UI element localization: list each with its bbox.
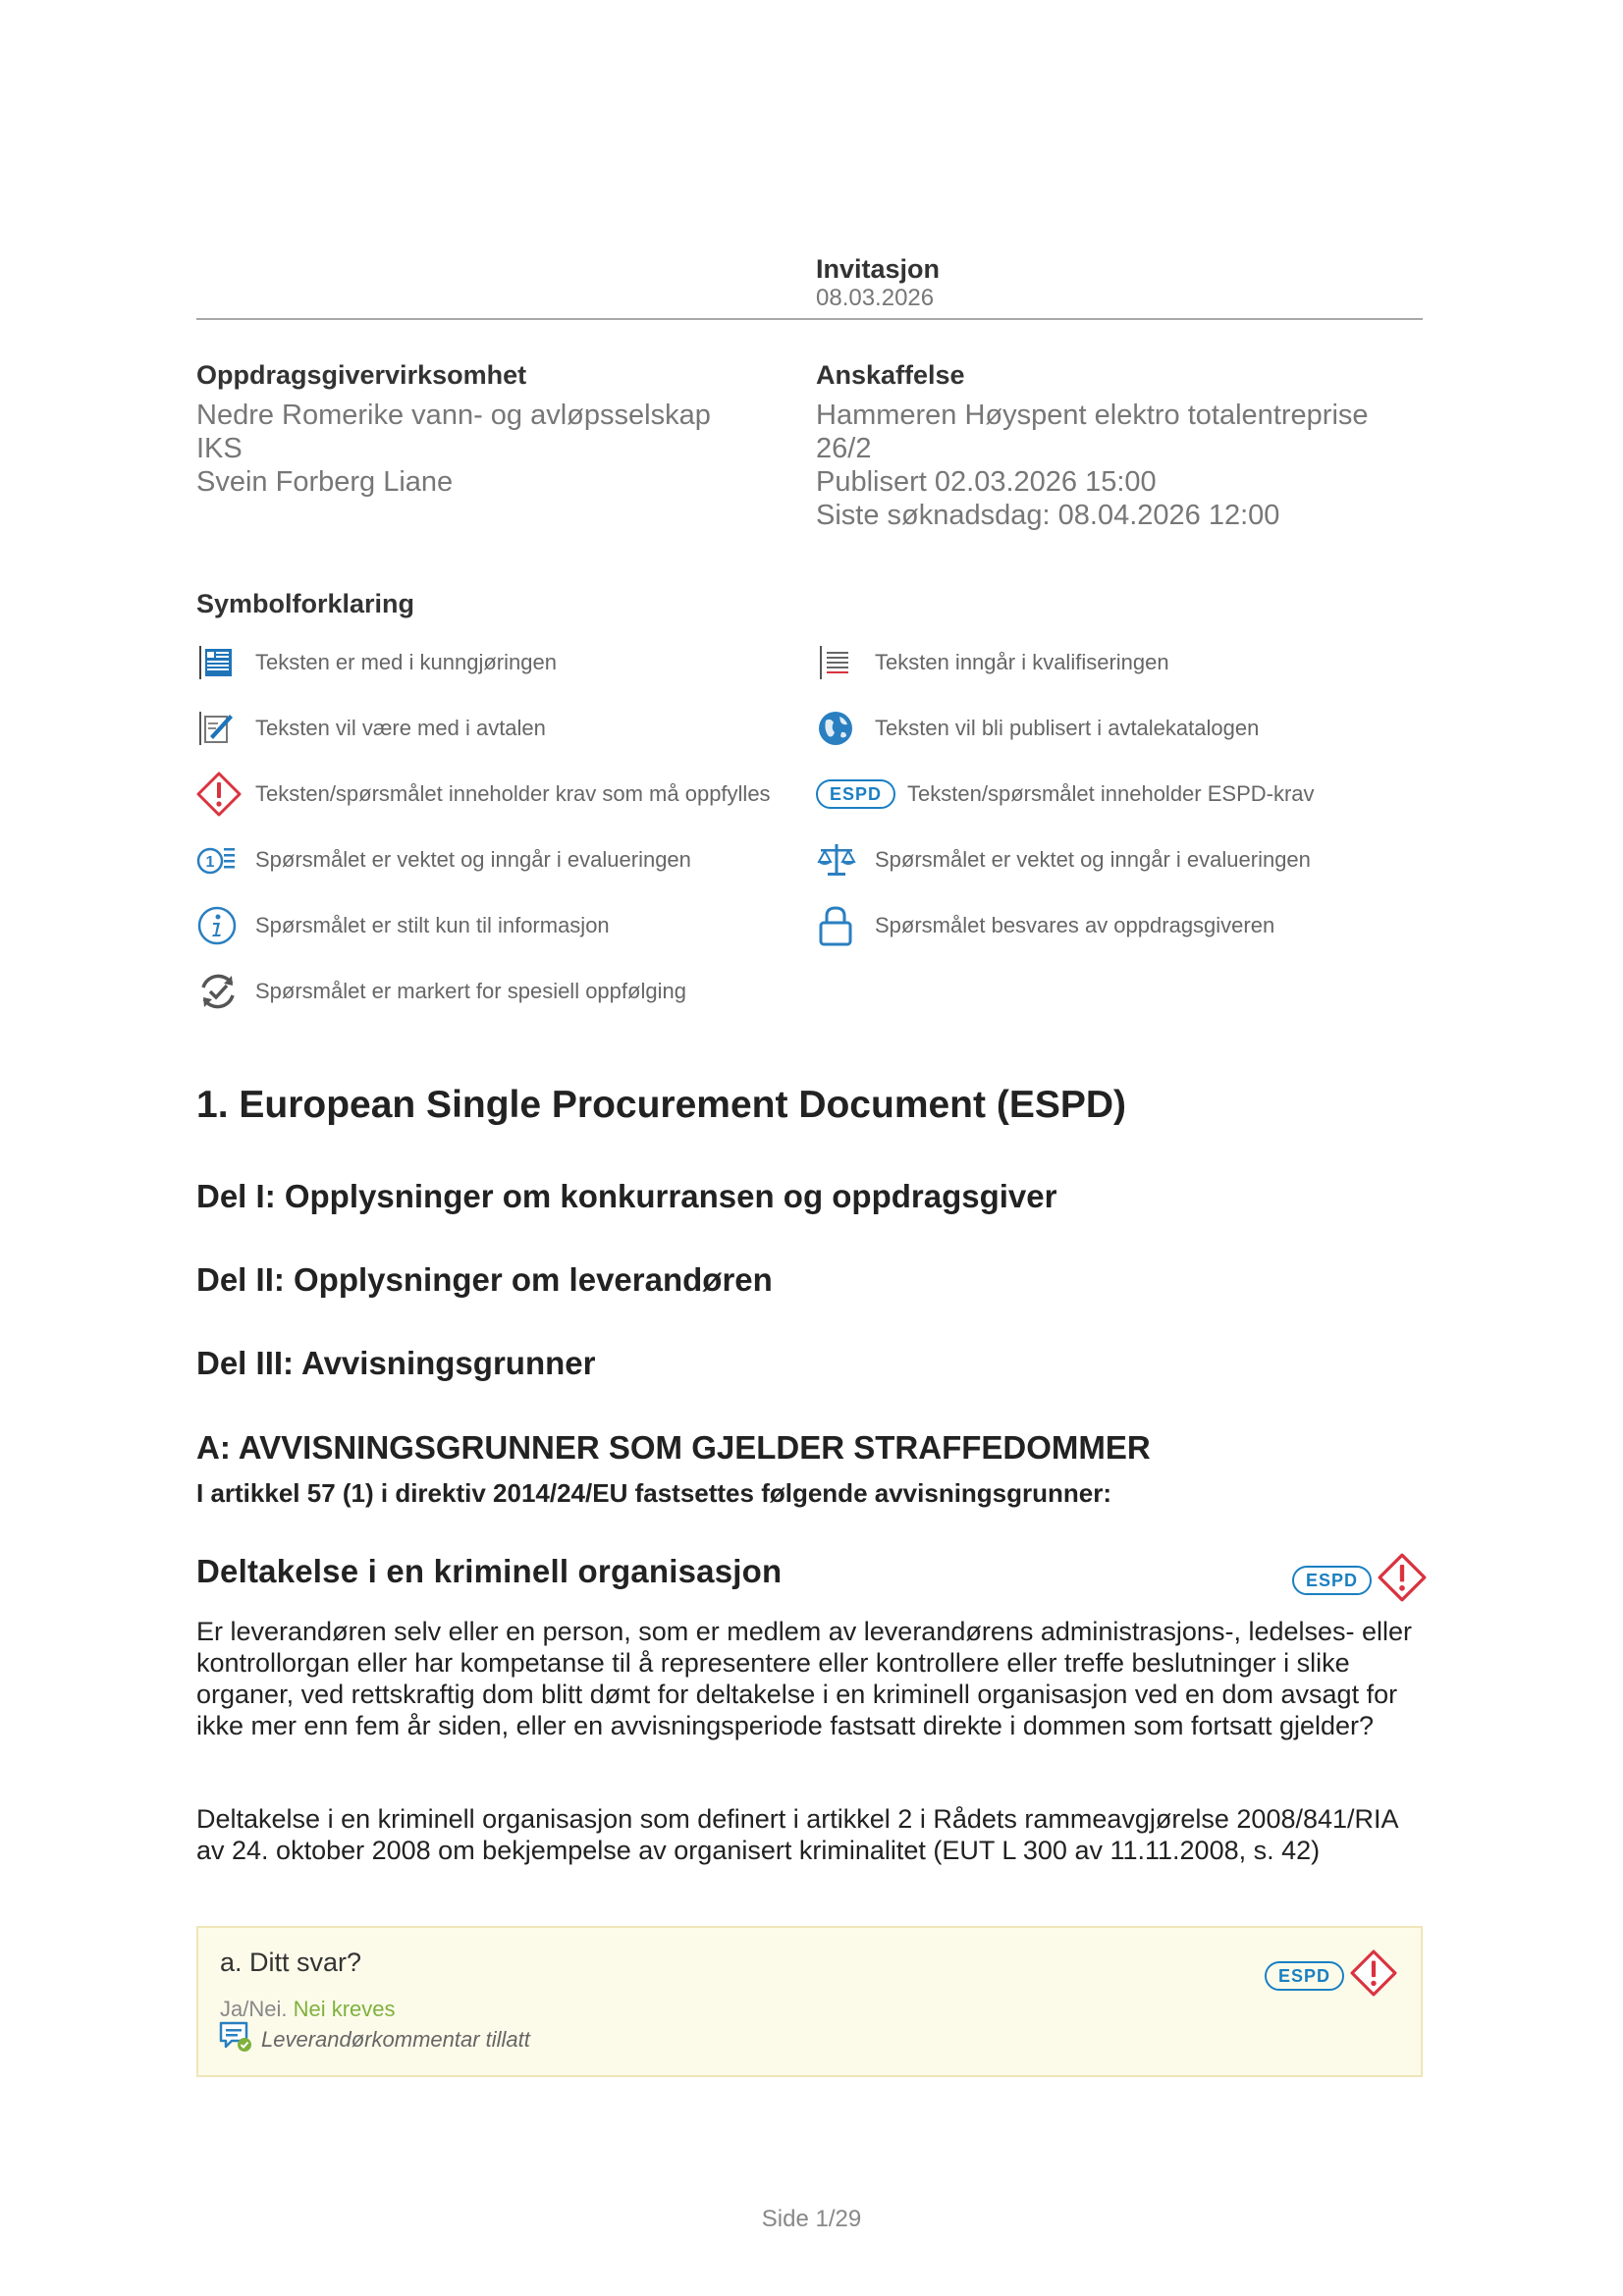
part-heading: Del II: Opplysninger om leverandøren bbox=[196, 1261, 773, 1298]
legend-label: Spørsmålet er stilt kun til informasjon bbox=[255, 913, 610, 937]
announcement-icon bbox=[196, 640, 243, 685]
requirement-warning-icon bbox=[1378, 1553, 1427, 1607]
legend-label: Teksten/spørsmålet inneholder krav som må oppfylles bbox=[255, 781, 771, 806]
document-date: 08.03.2026 bbox=[816, 285, 935, 311]
procurement-info bbox=[816, 357, 1405, 532]
comment-allowed-label: Leverandørkommentar tillatt bbox=[261, 2026, 530, 2052]
legend-label: Teksten vil bli publisert i avtalekatalogen bbox=[875, 716, 1260, 740]
supplier-comment bbox=[218, 2020, 530, 2058]
subsection-note: I artikkel 57 (1) i direktiv 2014/24/EU fastsettes følgende avvisningsgrunner: bbox=[196, 1478, 1112, 1508]
document-title: Invitasjon bbox=[816, 254, 941, 284]
comment-allowed-icon bbox=[218, 2020, 253, 2058]
legend-item bbox=[816, 903, 1274, 948]
buyer-info bbox=[196, 357, 785, 499]
page-number: Side 1/29 bbox=[761, 2206, 862, 2232]
legend-label: Spørsmålet er markert for spesiell oppfølging bbox=[255, 979, 686, 1003]
part-heading: Del I: Opplysninger om konkurransen og oppdragsgiver bbox=[196, 1178, 1057, 1214]
header-divider bbox=[196, 318, 1423, 320]
section-title: 1. European Single Procurement Document (ESPD) bbox=[196, 1084, 1127, 1126]
contract-pen-icon bbox=[196, 706, 243, 751]
legend-item bbox=[196, 706, 546, 751]
scales-icon bbox=[816, 837, 863, 882]
question-description: Er leverandøren selv eller en person, som er medlem av leverandørens administrasjons-, ledelses- eller kontrollorgan eller har kompetanse til å representere eller kontrollere eller treffe beslutninger i slike organer, ved rettskraftig dom blitt dømt for deltakelse i en kriminell organisasjon ved en dom avsagt for ikke mer enn fem år siden, eller en avvisningsperiode fastsatt direkte i dommen som fortsatt gjelder? bbox=[196, 1617, 1413, 1740]
required-answer: Nei kreves bbox=[293, 1997, 396, 2021]
buyer-heading: Oppdragsgivervirksomhet bbox=[196, 360, 527, 390]
procurement-name: Hammeren Høyspent elektro totalentreprise bbox=[816, 400, 1369, 431]
answer-requirement bbox=[220, 1997, 396, 2022]
globe-icon bbox=[816, 706, 863, 751]
legend-label: Teksten vil være med i avtalen bbox=[255, 716, 546, 740]
legend-item bbox=[196, 969, 686, 1014]
answer-title: a. Ditt svar? bbox=[220, 1948, 362, 1977]
published-date: Publisert 02.03.2026 15:00 bbox=[816, 466, 1157, 498]
question-badges bbox=[1292, 1553, 1427, 1607]
weighted-list-icon bbox=[196, 837, 243, 882]
procurement-heading: Anskaffelse bbox=[816, 360, 965, 390]
procurement-name-cont: 26/2 bbox=[816, 433, 872, 464]
buyer-line: IKS bbox=[196, 433, 243, 464]
lock-icon bbox=[816, 903, 863, 948]
qualification-list-icon bbox=[816, 640, 863, 685]
espd-badge: ESPD bbox=[1265, 1961, 1344, 1991]
buyer-contact: Svein Forberg Liane bbox=[196, 466, 454, 498]
espd-badge: ESPD bbox=[816, 779, 895, 809]
answer-badges bbox=[1265, 1949, 1397, 2002]
requirement-warning-icon bbox=[196, 772, 243, 817]
legend-label: Teksten/spørsmålet inneholder ESPD-krav bbox=[907, 781, 1315, 806]
answer-type: Ja/Nei. bbox=[220, 1997, 288, 2021]
legend-item bbox=[196, 772, 771, 817]
legend-heading: Symbolforklaring bbox=[196, 589, 415, 618]
document-header bbox=[816, 253, 940, 312]
legend-label: Teksten er med i kunngjøringen bbox=[255, 650, 557, 674]
question-definition: Deltakelse i en kriminell organisasjon som definert i artikkel 2 i Rådets rammeavgjørelse 2008/841/RIA av 24. oktober 2008 om bekjempelse av organisert kriminalitet (EUT L 300 av 11.11.2008, s. 42) bbox=[196, 1804, 1398, 1865]
legend-item bbox=[816, 706, 1259, 751]
legend-item bbox=[816, 772, 1315, 817]
legend-item bbox=[196, 903, 610, 948]
legend-item bbox=[196, 640, 557, 685]
legend-label: Spørsmålet er vektet og inngår i evalueringen bbox=[875, 847, 1311, 872]
part-heading: Del III: Avvisningsgrunner bbox=[196, 1345, 596, 1381]
legend-label: Teksten inngår i kvalifiseringen bbox=[875, 650, 1169, 674]
espd-badge: ESPD bbox=[1292, 1566, 1372, 1595]
follow-up-icon bbox=[196, 969, 243, 1014]
svg-text:1: 1 bbox=[205, 854, 215, 871]
buyer-line: Nedre Romerike vann- og avløpsselskap bbox=[196, 400, 711, 431]
question-title: Deltakelse i en kriminell organisasjon bbox=[196, 1553, 783, 1589]
legend-item bbox=[196, 837, 691, 882]
legend-item bbox=[816, 837, 1311, 882]
subsection-heading: A: AVVISNINGSGRUNNER SOM GJELDER STRAFFEDOMMER bbox=[196, 1429, 1151, 1466]
info-icon bbox=[196, 903, 243, 948]
answer-box bbox=[196, 1926, 1423, 2077]
deadline-date: Siste søknadsdag: 08.04.2026 12:00 bbox=[816, 500, 1280, 531]
legend-item bbox=[816, 640, 1169, 685]
legend-label: Spørsmålet er vektet og inngår i evalueringen bbox=[255, 847, 691, 872]
requirement-warning-icon bbox=[1350, 1949, 1397, 2002]
legend-label: Spørsmålet besvares av oppdragsgiveren bbox=[875, 913, 1275, 937]
